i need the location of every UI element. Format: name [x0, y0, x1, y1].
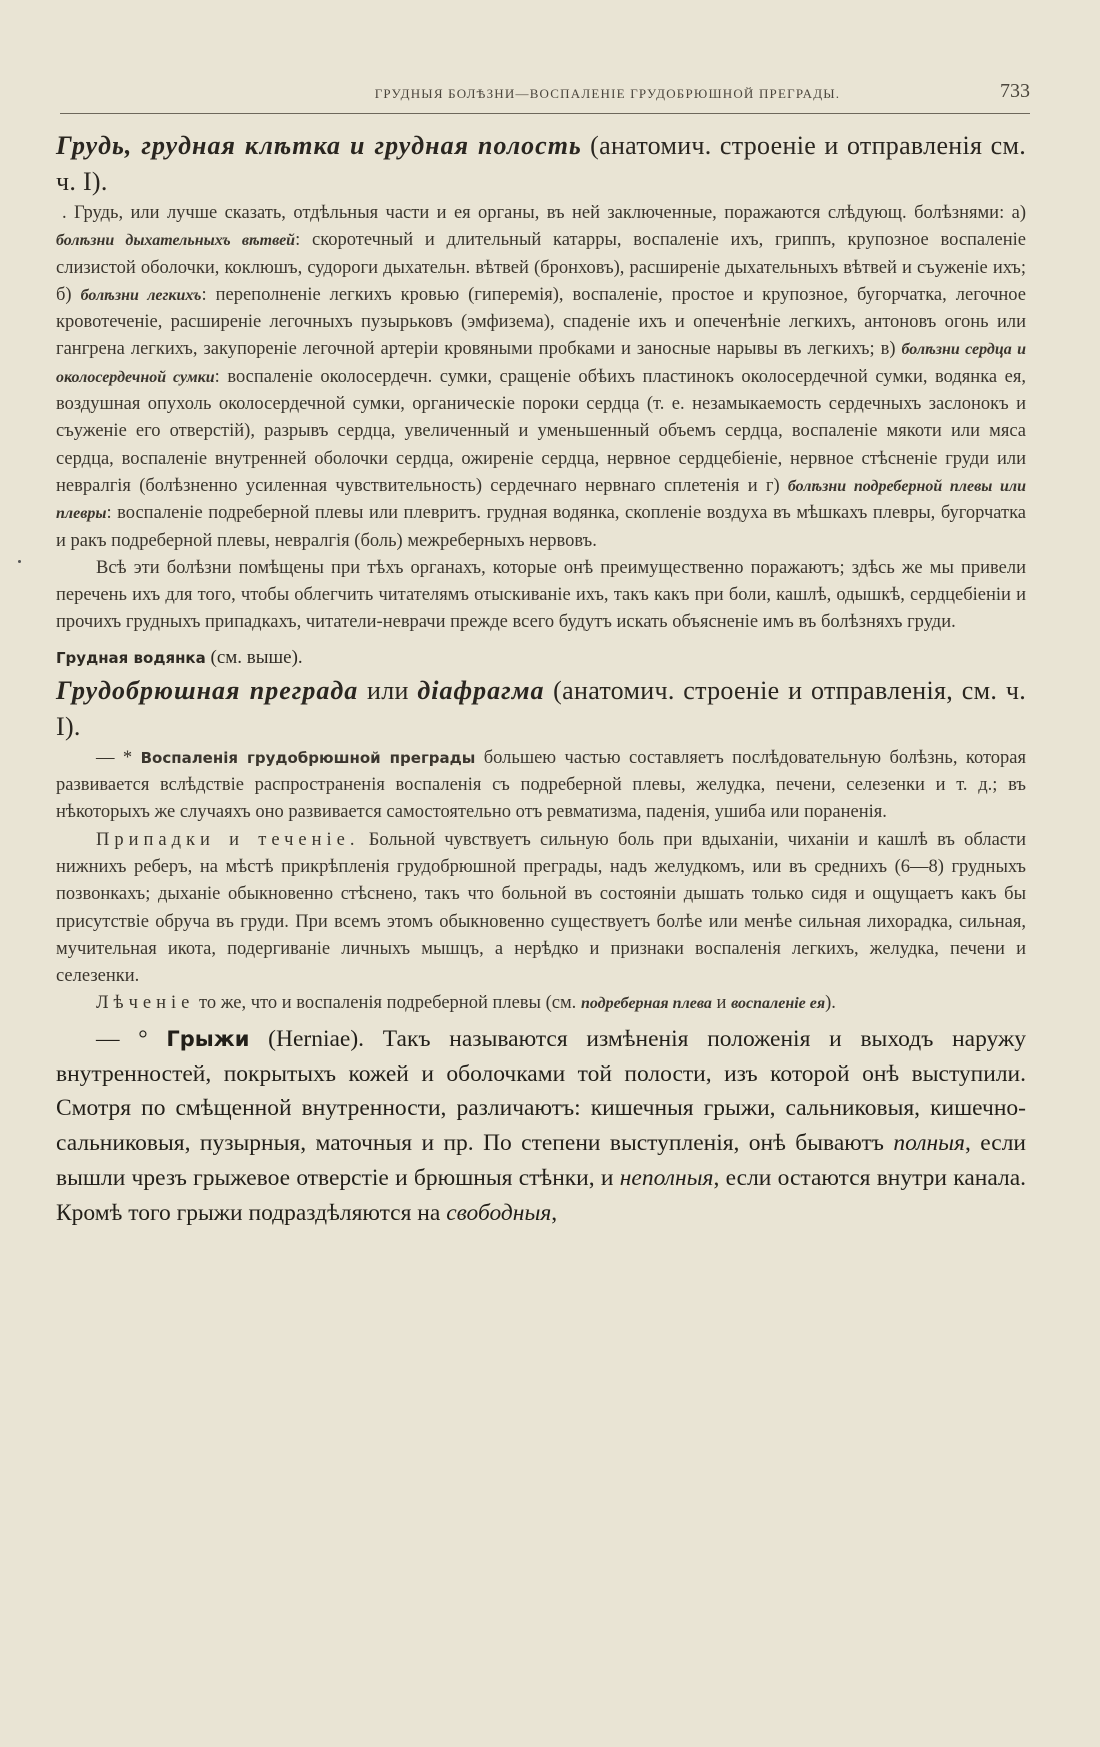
text-run: . Грудь, или лучше сказать, отдѣльныя части и ея органы, въ ней заключенные, поражаются слѣдующ. болѣзнями: а) [62, 203, 1026, 223]
text-run: ). [825, 993, 836, 1014]
spaced-subheading: Припадки и теченіе. [96, 829, 360, 850]
heading-diaphragm-ref: (анатомич. строеніе и отправленія, см. ч. I). [56, 675, 1027, 741]
dash-marker: — * [96, 747, 141, 768]
text-run: , [551, 1199, 558, 1226]
italic-term: болѣзни дыхательныхъ вѣтвей [56, 232, 296, 250]
text-run: : воспаленіе околосердечн. сумки, сращеніе обѣихъ пластинокъ околосердечной сумки, водянка ея, воздушная опухоль околосердечной сумки, органическіе пороки сердца (т. е. незамыкаемость сердечныхъ заслонокъ и съуженіе его отверстій), разрывъ сердца, увеличенный и уменьшенный объемъ сердца, воспаленіе мякоти или мяса сердца, воспаленіе внутренней оболочки сердца, ожиреніе сердца, нервное сердцебіеніе, нервное стѣсненіе груди или невралгія (болѣзненно усиленная чувствительность) сердечнаго нервнаго сплетенія и г) [56, 366, 1026, 496]
heading-chest-ref: (анатомич. строеніе и отправленія см. ч. I). [56, 131, 1027, 196]
text-run: , если остаются внутри канала. Кромѣ того грыжи подраздѣляются на [56, 1164, 1026, 1226]
entry-label: Грыжи [166, 1026, 250, 1051]
text-run: : скоротечный и длительный катарры, воспаленіе ихъ, гриппъ, крупозное воспаленіе слизистой оболочки, коклюшъ, судороги дыхательн. вѣтвей (бронховъ), расширеніе дыхательныхъ вѣтвей и съуженіе ихъ; б) [56, 230, 1026, 305]
paragraph-chest-diseases [56, 200, 1026, 555]
paragraph-chest-note: Всѣ эти болѣзни помѣщены при тѣхъ органахъ, которые онѣ преимущественно поражаютъ; здѣсь же мы привели перечень ихъ для того, чтобы облегчить читателямъ отыскиваніе ихъ, такъ какъ при боли, кашлѣ, одышкѣ, сердцебіеніи и прочихъ грудныхъ припадкахъ, читатели-неврачи прежде всего будутъ искать объясненіе имъ въ болѣзняхъ груди. [56, 557, 1026, 633]
text-run: большею частью составляетъ послѣдовательную болѣзнь, которая развивается вслѣдствіе распространенія воспаленія съ подреберной плевы, желудка, печени, селезенки и т. д.; въ нѣкоторыхъ же случаяхъ оно развивается самостоятельно отъ ревматизма, паденія, ушиба или пораненія. [56, 747, 1027, 823]
italic-term: подреберная плева [580, 995, 712, 1013]
italic-term: болѣзни подреберной плевы или плевры [56, 477, 1026, 523]
paragraph-symptoms [56, 827, 1026, 991]
dash-marker: — ° [96, 1025, 167, 1052]
heading-or: или [358, 675, 418, 705]
running-header: ГРУДНЫЯ БОЛѢЗНИ—ВОСПАЛЕНІЕ ГРУДОБРЮШНОЙ ПРЕГРАДЫ. [374, 86, 841, 101]
italic-term: неполныя [619, 1164, 714, 1191]
paragraph-diaphragm-inflammation [56, 745, 1026, 827]
italic-term: полныя [893, 1130, 965, 1157]
entry-ref: (см. выше). [205, 646, 303, 668]
italic-term: свободныя [446, 1199, 552, 1226]
spaced-subheading: Лѣченіе [96, 993, 195, 1014]
paragraph-treatment [56, 990, 1026, 1017]
italic-term: болѣзни легкихъ [80, 286, 202, 304]
text-run: и [711, 993, 732, 1014]
text-run: (Herniae). Такъ называются измѣненія положенія и выходъ наружу внутренностей, покрытыхъ кожей и оболочками той полости, изъ которой онѣ выступили. Смотря по смѣщенной внутренности, различаютъ: кишечныя грыжи, сальниковыя, кишечно-сальниковыя, пузырныя, маточныя и пр. По степени выступленія, онѣ бываютъ [56, 1025, 1026, 1157]
paragraph-hernia [56, 1022, 1026, 1231]
section-heading-diaphragm [56, 673, 1026, 745]
entry-chest-dropsy [56, 643, 1026, 673]
text-run: то же, что и воспаленія подреберной плевы (см. [194, 993, 581, 1014]
heading-diaphragm-title: Грудобрюшная преграда [56, 675, 359, 705]
header-rule [60, 113, 1030, 114]
page-body [56, 128, 1026, 1231]
italic-term: воспаленіе ея [731, 995, 826, 1013]
heading-chest-title: Грудь, грудная клѣтка и грудная полость [56, 131, 582, 160]
text-run: : воспаленіе подреберной плевы или плевритъ. грудная водянка, скопленіе воздуха въ мѣшкахъ плевры, бугорчатка и ракъ подреберной плевы, невралгія (боль) межреберныхъ нервовъ. [56, 503, 1026, 551]
italic-term: болѣзни сердца и околосердечной сумки [56, 341, 1027, 386]
entry-label: Воспаленія грудобрюшной преграды [140, 748, 476, 767]
text-run: Больной чувствуетъ сильную боль при вдыханіи, чиханіи и кашлѣ въ области нижнихъ реберъ, на мѣстѣ прикрѣпленія грудобрюшной преграды, надъ желудкомъ, или въ среднихъ (6—8) грудныхъ позвонкахъ; дыханіе обыкновенно стѣснено, такъ что больной въ состояніи дышать только сидя и ощущаетъ какъ бы присутствіе обруча въ груди. При всемъ этомъ обыкновенно существуетъ болѣе или менѣе сильная лихорадка, сильная, мучительная икота, подергиваніе личныхъ мышцъ, а нерѣдко и признаки воспаленія легкихъ, желудка, печени и селезенки. [56, 829, 1026, 987]
text-run: : переполненіе легкихъ кровью (гиперемія), воспаленіе, простое и крупозное, бугорчатка, легочное кровотеченіе, расширеніе легочныхъ пузырьковъ (эмфизема), спаденіе ихъ и опеченѣніе легкихъ, антоновъ огонь или гангрена легкихъ, закупореніе легочной артеріи кровяными пробками и заносные нарывы въ легкихъ; в) [56, 284, 1026, 360]
entry-label: Грудная водянка [56, 648, 206, 667]
text-run: , если вышли чрезъ грыжевое отверстіе и брюшныя стѣнки, и [56, 1130, 1027, 1191]
margin-speck [18, 560, 21, 563]
section-heading-chest [56, 128, 1026, 200]
page-number: 733 [1000, 80, 1030, 102]
heading-diaphragm-alt: діафрагма [417, 675, 545, 705]
